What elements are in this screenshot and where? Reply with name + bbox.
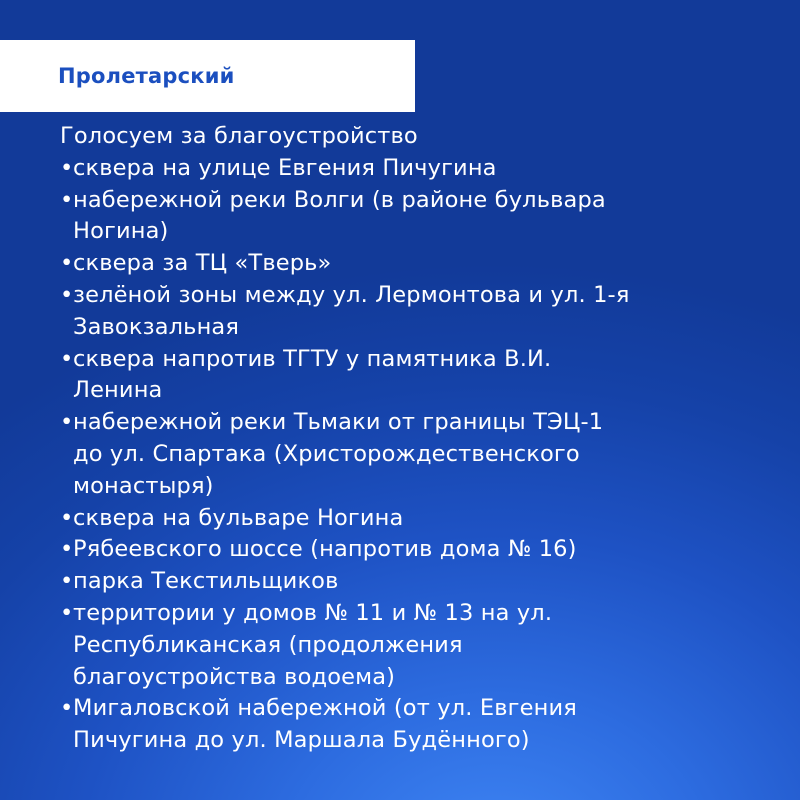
item-line: Завокзальная bbox=[73, 313, 240, 340]
item-line: парка Текстильщиков bbox=[73, 568, 339, 595]
item-line: набережной реки Тьмаки от границы ТЭЦ-1 bbox=[73, 409, 604, 436]
item-line: монастыря) bbox=[73, 472, 214, 499]
bullet-icon: • bbox=[60, 345, 74, 372]
list-item bbox=[60, 407, 760, 502]
item-line: зелёной зоны между ул. Лермонтова и ул. 1-я bbox=[73, 281, 630, 308]
list-item bbox=[60, 693, 760, 757]
list-item bbox=[60, 566, 760, 598]
item-line: до ул. Спартака (Христорождественского bbox=[73, 440, 580, 467]
item-line: сквера за ТЦ «Тверь» bbox=[73, 250, 332, 277]
item-line: Республиканская (продолжения bbox=[73, 631, 463, 658]
bullet-icon: • bbox=[60, 695, 74, 722]
bullet-icon: • bbox=[60, 154, 74, 181]
item-line: сквера на улице Евгения Пичугина bbox=[73, 154, 497, 181]
bullet-icon: • bbox=[60, 186, 74, 213]
item-line: Ногина) bbox=[73, 218, 169, 245]
list-item bbox=[60, 185, 760, 249]
list-item bbox=[60, 344, 760, 408]
list-item bbox=[60, 153, 760, 185]
bullet-icon: • bbox=[60, 504, 74, 531]
list-item bbox=[60, 534, 760, 566]
item-line: территории у домов № 11 и № 13 на ул. bbox=[73, 599, 553, 626]
project-list bbox=[60, 153, 760, 757]
item-line: благоустройства водоема) bbox=[73, 663, 396, 690]
list-item bbox=[60, 503, 760, 535]
item-line: сквера напротив ТГТУ у памятника В.И. bbox=[73, 345, 552, 372]
item-line: Мигаловской набережной (от ул. Евгения bbox=[73, 695, 577, 722]
bullet-icon: • bbox=[60, 536, 74, 563]
district-title-box bbox=[0, 40, 415, 112]
item-line: набережной реки Волги (в районе бульвара bbox=[73, 186, 606, 213]
item-line: Пичугина до ул. Маршала Будённого) bbox=[73, 727, 530, 754]
item-line: Ленина bbox=[73, 377, 163, 404]
list-item bbox=[60, 248, 760, 280]
content-block bbox=[60, 121, 760, 757]
intro-text: Голосуем за благоустройство bbox=[60, 123, 418, 149]
list-item bbox=[60, 598, 760, 693]
list-item bbox=[60, 280, 760, 344]
bullet-icon: • bbox=[60, 281, 74, 308]
item-line: Рябеевского шоссе (напротив дома № 16) bbox=[73, 536, 577, 563]
district-title: Пролетарский bbox=[58, 64, 235, 88]
bullet-icon: • bbox=[60, 599, 74, 626]
bullet-icon: • bbox=[60, 568, 74, 595]
bullet-icon: • bbox=[60, 250, 74, 277]
item-line: сквера на бульваре Ногина bbox=[73, 504, 404, 531]
bullet-icon: • bbox=[60, 409, 74, 436]
